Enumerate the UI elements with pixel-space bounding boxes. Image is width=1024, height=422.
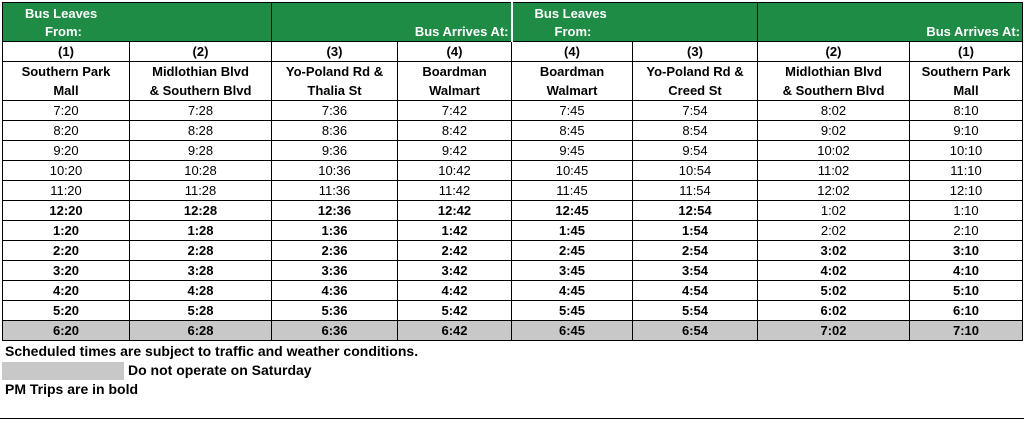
left-arrives-label: Bus Arrives At: [414, 24, 509, 39]
time-cell: 1:36 [272, 221, 398, 241]
time-cell: 5:20 [3, 301, 130, 321]
time-cell: 10:36 [272, 161, 398, 181]
time-cell: 8:28 [130, 121, 272, 141]
time-cell: 6:02 [758, 301, 910, 321]
time-cell: 11:02 [758, 161, 910, 181]
stop-number: (2) [758, 42, 910, 62]
time-cell: 10:28 [130, 161, 272, 181]
time-cell: 11:36 [272, 181, 398, 201]
time-cell: 1:20 [3, 221, 130, 241]
time-cell: 1:45 [512, 221, 633, 241]
stop-name-line2: Mall [53, 83, 79, 98]
time-cell: 8:36 [272, 121, 398, 141]
time-cell: 9:54 [633, 141, 758, 161]
time-cell: 6:42 [398, 321, 512, 341]
time-cell: 8:42 [398, 121, 512, 141]
stop-number: (2) [130, 42, 272, 62]
time-row [3, 241, 1023, 261]
time-cell: 7:20 [3, 101, 130, 121]
time-cell: 10:20 [3, 161, 130, 181]
time-cell: 8:45 [512, 121, 633, 141]
right-arrives-header [758, 3, 1023, 42]
time-row [3, 201, 1023, 221]
time-cell: 6:20 [3, 321, 130, 341]
time-cell: 7:42 [398, 101, 512, 121]
stop-number: (3) [633, 42, 758, 62]
time-cell: 6:45 [512, 321, 633, 341]
time-cell: 5:28 [130, 301, 272, 321]
time-cell: 3:02 [758, 241, 910, 261]
right-leaves-line1: Bus Leaves [534, 6, 607, 21]
stop-name-line1: Yo-Poland Rd & [285, 64, 384, 79]
time-cell: 12:54 [633, 201, 758, 221]
time-cell: 4:42 [398, 281, 512, 301]
time-cell: 4:45 [512, 281, 633, 301]
time-cell: 11:45 [512, 181, 633, 201]
header-row [3, 3, 1023, 42]
time-cell: 1:42 [398, 221, 512, 241]
left-leaves-line2: From: [45, 24, 82, 39]
stop-name-line1: Midlothian Blvd [785, 64, 882, 79]
stop-name-line2: Mall [953, 83, 979, 98]
left-arrives-header [272, 3, 512, 42]
time-cell: 10:54 [633, 161, 758, 181]
stop-number: (1) [3, 42, 130, 62]
time-cell: 4:20 [3, 281, 130, 301]
time-cell: 4:02 [758, 261, 910, 281]
time-cell: 3:28 [130, 261, 272, 281]
time-cell: 12:20 [3, 201, 130, 221]
time-cell: 11:20 [3, 181, 130, 201]
stop-name-line2: & Southern Blvd [149, 83, 252, 98]
time-cell: 12:02 [758, 181, 910, 201]
time-row [3, 321, 1023, 341]
saturday-note: Do not operate on Saturday [128, 362, 312, 378]
time-cell: 5:42 [398, 301, 512, 321]
stop-number: (3) [272, 42, 398, 62]
time-cell: 10:10 [910, 141, 1023, 161]
time-cell: 6:28 [130, 321, 272, 341]
stop-number-row [3, 42, 1023, 62]
time-row [3, 121, 1023, 141]
stop-number: (4) [398, 42, 512, 62]
schedule-notes [5, 342, 418, 399]
time-cell: 10:42 [398, 161, 512, 181]
stop-name-line2: Walmart [429, 83, 480, 98]
stop-name-line2: Creed St [668, 83, 722, 98]
time-cell: 11:28 [130, 181, 272, 201]
time-cell: 9:45 [512, 141, 633, 161]
time-cell: 3:54 [633, 261, 758, 281]
time-cell: 9:02 [758, 121, 910, 141]
time-row [3, 281, 1023, 301]
time-cell: 5:10 [910, 281, 1023, 301]
time-row [3, 221, 1023, 241]
stop-name [3, 62, 130, 101]
time-cell: 10:02 [758, 141, 910, 161]
time-cell: 2:02 [758, 221, 910, 241]
time-cell: 5:54 [633, 301, 758, 321]
time-cell: 11:42 [398, 181, 512, 201]
time-cell: 1:02 [758, 201, 910, 221]
time-cell: 8:54 [633, 121, 758, 141]
time-cell: 3:36 [272, 261, 398, 281]
left-leaves-line1: Bus Leaves [25, 6, 98, 21]
stop-name [272, 62, 398, 101]
time-cell: 3:45 [512, 261, 633, 281]
stop-name-line1: Boardman [539, 64, 605, 79]
time-cell: 2:36 [272, 241, 398, 261]
time-cell: 8:20 [3, 121, 130, 141]
time-cell: 8:02 [758, 101, 910, 121]
time-cell: 4:10 [910, 261, 1023, 281]
stop-name [633, 62, 758, 101]
stop-name-line1: Yo-Poland Rd & [646, 64, 744, 79]
time-cell: 11:54 [633, 181, 758, 201]
time-cell: 5:02 [758, 281, 910, 301]
time-row [3, 101, 1023, 121]
schedule-table [2, 2, 1023, 341]
right-leaves-line2: From: [554, 24, 592, 39]
time-cell: 7:36 [272, 101, 398, 121]
saturday-legend [5, 361, 418, 380]
time-cell: 2:28 [130, 241, 272, 261]
time-row [3, 301, 1023, 321]
time-cell: 1:28 [130, 221, 272, 241]
time-cell: 9:20 [3, 141, 130, 161]
time-cell: 7:54 [633, 101, 758, 121]
time-cell: 5:45 [512, 301, 633, 321]
left-leaves-from-header [3, 3, 272, 42]
stop-number: (4) [512, 42, 633, 62]
time-cell: 8:10 [910, 101, 1023, 121]
time-cell: 9:10 [910, 121, 1023, 141]
time-row [3, 261, 1023, 281]
time-cell: 12:42 [398, 201, 512, 221]
time-cell: 4:54 [633, 281, 758, 301]
time-cell: 2:54 [633, 241, 758, 261]
time-cell: 6:54 [633, 321, 758, 341]
time-cell: 2:45 [512, 241, 633, 261]
time-cell: 7:10 [910, 321, 1023, 341]
stop-name-line1: Southern Park [21, 64, 111, 79]
time-cell: 4:28 [130, 281, 272, 301]
time-cell: 2:42 [398, 241, 512, 261]
time-cell: 1:54 [633, 221, 758, 241]
time-cell: 12:10 [910, 181, 1023, 201]
time-cell: 4:36 [272, 281, 398, 301]
time-row [3, 161, 1023, 181]
time-cell: 5:36 [272, 301, 398, 321]
time-cell: 12:36 [272, 201, 398, 221]
stop-name-row [3, 62, 1023, 101]
stop-name-line1: Boardman [422, 64, 487, 79]
time-row [3, 181, 1023, 201]
time-cell: 9:28 [130, 141, 272, 161]
stop-number: (1) [910, 42, 1023, 62]
time-cell: 2:20 [3, 241, 130, 261]
stop-name [130, 62, 272, 101]
stop-name [758, 62, 910, 101]
time-row [3, 141, 1023, 161]
time-cell: 1:10 [910, 201, 1023, 221]
saturday-gray-swatch [2, 362, 124, 380]
time-cell: 9:36 [272, 141, 398, 161]
stop-name-line2: Walmart [546, 83, 598, 98]
stop-name-line1: Southern Park [921, 64, 1011, 79]
time-cell: 12:28 [130, 201, 272, 221]
stop-name-line2: & Southern Blvd [782, 83, 885, 98]
time-rows [3, 101, 1023, 341]
time-cell: 6:36 [272, 321, 398, 341]
time-cell: 12:45 [512, 201, 633, 221]
time-cell: 7:45 [512, 101, 633, 121]
time-cell: 3:20 [3, 261, 130, 281]
traffic-note: Scheduled times are subject to traffic and weather conditions. [5, 343, 419, 359]
bottom-rule [0, 418, 1024, 419]
time-cell: 10:45 [512, 161, 633, 181]
stop-name-line1: Midlothian Blvd [152, 64, 249, 79]
pm-bold-note: PM Trips are in bold [5, 381, 139, 397]
time-cell: 3:42 [398, 261, 512, 281]
time-cell: 9:42 [398, 141, 512, 161]
stop-name [398, 62, 512, 101]
right-leaves-from-header [512, 3, 758, 42]
time-cell: 7:28 [130, 101, 272, 121]
right-arrives-label: Bus Arrives At: [926, 24, 1020, 39]
time-cell: 11:10 [910, 161, 1023, 181]
time-cell: 7:02 [758, 321, 910, 341]
time-cell: 3:10 [910, 241, 1023, 261]
time-cell: 6:10 [910, 301, 1023, 321]
stop-name [910, 62, 1023, 101]
stop-name-line2: Thalia St [307, 83, 362, 98]
stop-name [512, 62, 633, 101]
time-cell: 2:10 [910, 221, 1023, 241]
